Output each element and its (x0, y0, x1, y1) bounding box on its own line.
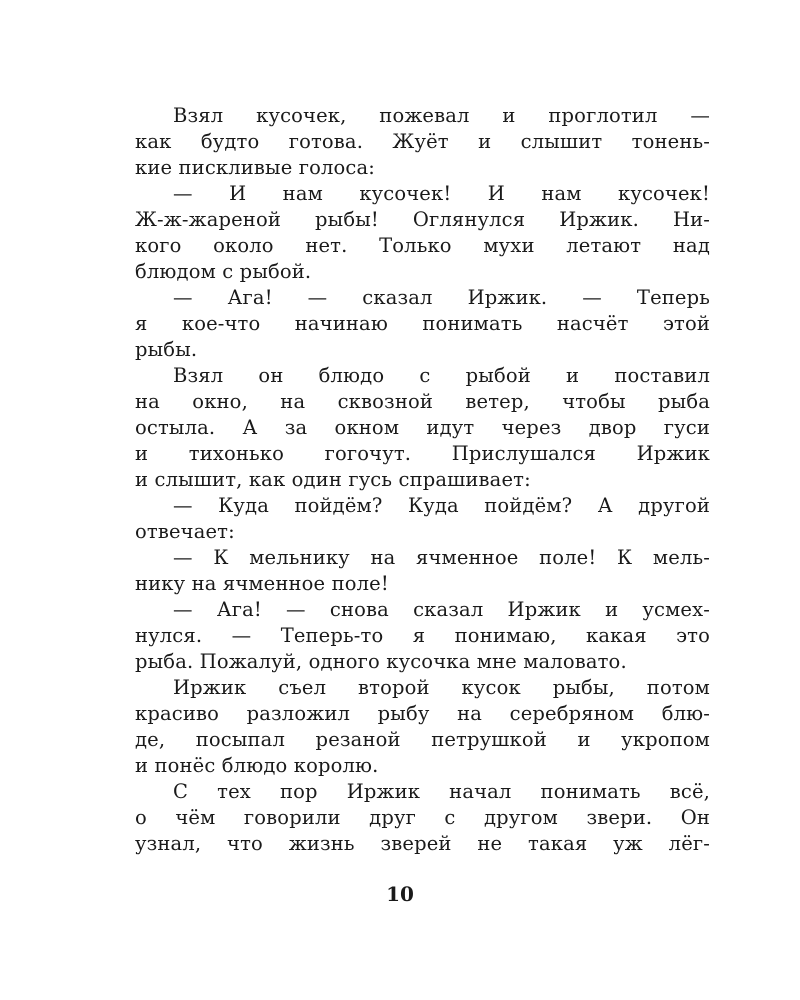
text-line: на окно, на сквозной ветер, чтобы рыба (135, 390, 710, 413)
text-line: рыба. Пожалуй, одного кусочка мне маловато. (135, 650, 627, 673)
text-line: кие пискливые голоса: (135, 156, 375, 179)
text-line: С тех пор Иржик начал понимать всё, (173, 780, 710, 803)
text-line: отвечает: (135, 520, 235, 543)
text-line: и тихонько гогочут. Прислушался Иржик (135, 442, 710, 465)
text-line: рыбы. (135, 338, 198, 361)
text-line: — Ага! — снова сказал Иржик и усмех- (173, 598, 710, 621)
text-line: о чём говорили друг с другом звери. Он (135, 806, 710, 829)
text-line: я кое-что начинаю понимать насчёт этой (135, 312, 710, 335)
text-line: как будто готова. Жуёт и слышит тонень- (135, 130, 710, 153)
text-line: и понёс блюдо королю. (135, 754, 379, 777)
text-line: — И нам кусочек! И нам кусочек! (173, 182, 710, 205)
text-line: Ж-ж-жареной рыбы! Оглянулся Иржик. Ни- (135, 208, 710, 231)
text-line: блюдом с рыбой. (135, 260, 312, 283)
text-line: Взял он блюдо с рыбой и поставил (173, 364, 710, 387)
page-text (135, 103, 710, 857)
text-line: красиво разложил рыбу на серебряном блю- (135, 702, 710, 725)
text-line: — Ага! — сказал Иржик. — Теперь (173, 286, 710, 309)
text-line: — Куда пойдём? Куда пойдём? А другой (173, 494, 710, 517)
text-line: Взял кусочек, пожевал и проглотил — (173, 104, 710, 127)
text-line: нулся. — Теперь-то я понимаю, какая это (135, 624, 710, 647)
text-line: узнал, что жизнь зверей не такая уж лёг- (135, 832, 710, 855)
text-line: де, посыпал резаной петрушкой и укропом (135, 728, 710, 751)
text-line: Иржик съел второй кусок рыбы, потом (173, 676, 710, 699)
page-number: 10 (386, 882, 414, 906)
text-line: нику на ячменное поле! (135, 572, 389, 595)
text-line: кого около нет. Только мухи летают над (135, 234, 710, 257)
text-line: остыла. А за окном идут через двор гуси (135, 416, 710, 439)
text-line: — К мельнику на ячменное поле! К мель- (173, 546, 710, 569)
text-line: и слышит, как один гусь спрашивает: (135, 468, 531, 491)
